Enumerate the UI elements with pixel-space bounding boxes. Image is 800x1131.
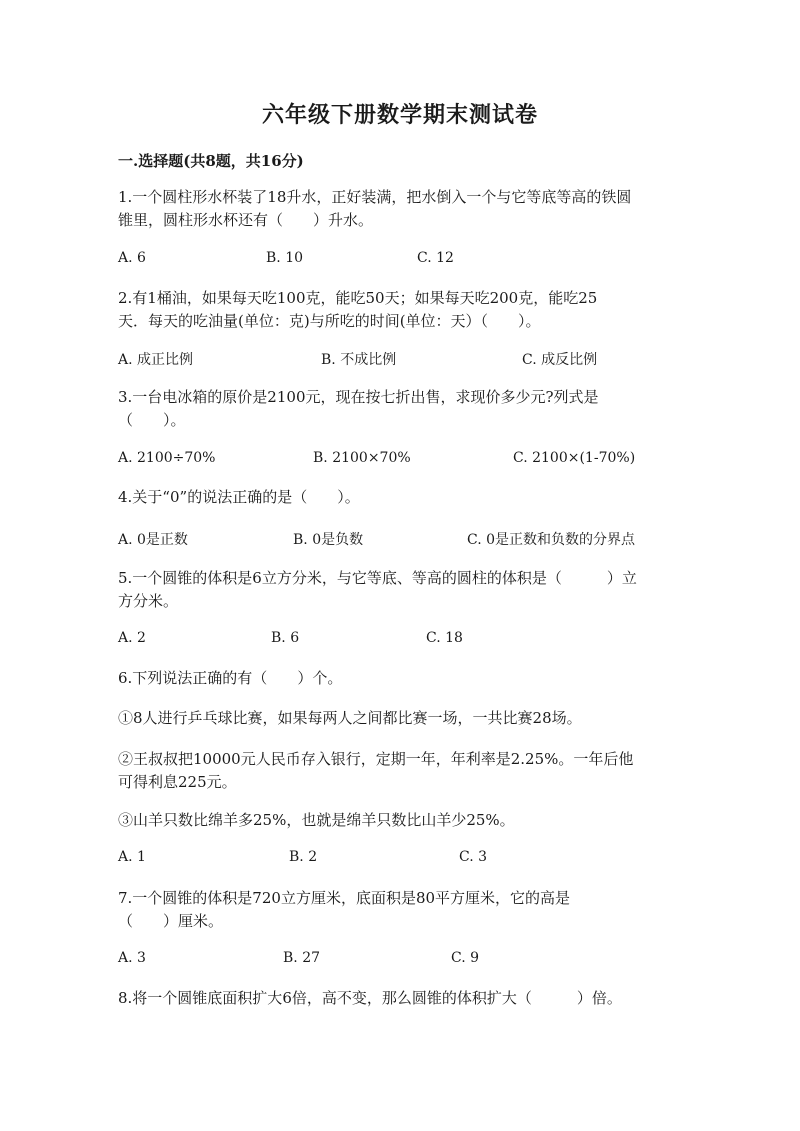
question-6-option-c: C. 3 — [459, 849, 488, 865]
question-5-option-a: A. 2 — [118, 630, 146, 646]
question-4-option-a: A. 0是正数 — [118, 532, 188, 548]
question-7-option-b: B. 27 — [283, 950, 321, 966]
question-1-line-2: 锥里，圆柱形水杯还有（ ）升水。 — [118, 211, 374, 229]
question-1-option-c: C. 12 — [417, 250, 454, 266]
question-2-line-2: 天．每天的吃油量(单位：克)与所吃的时间(单位：天）（ ）。 — [118, 312, 541, 330]
question-2-option-a: A. 成正比例 — [118, 352, 194, 368]
section-heading: 一.选择题(共8题，共16分) — [118, 152, 304, 170]
question-6-option-b: B. 2 — [289, 849, 318, 865]
question-5-line-1: 5.一个圆锥的体积是6立方分米，与它等底、等高的圆柱的体积是（ ）立 — [118, 569, 637, 587]
question-2-line-1: 2.有1桶油，如果每天吃100克，能吃50天；如果每天吃200克，能吃25 — [118, 289, 598, 307]
question-6-statement-2-line-2: 可得利息225元。 — [118, 773, 237, 791]
question-7-option-a: A. 3 — [118, 950, 146, 966]
question-6-statement-3: ③山羊只数比绵羊多25%，也就是绵羊只数比山羊少25%。 — [118, 811, 515, 829]
question-6-statement-2-line-1: ②王叔叔把10000元人民币存入银行，定期一年，年利率是2.25%。一年后他 — [118, 750, 634, 768]
question-6-line-1: 6.下列说法正确的有（ ）个。 — [118, 669, 343, 687]
question-8-line-1: 8.将一个圆锥底面积扩大6倍，高不变，那么圆锥的体积扩大（ ）倍。 — [118, 989, 622, 1007]
question-1-option-a: A. 6 — [118, 250, 146, 266]
question-6-option-a: A. 1 — [118, 849, 146, 865]
question-3-line-1: 3.一台电冰箱的原价是2100元，现在按七折出售，求现价多少元?列式是 — [118, 388, 599, 406]
question-1-option-b: B. 10 — [266, 250, 304, 266]
question-4-line-1: 4.关于“0”的说法正确的是（ ）。 — [118, 488, 360, 506]
question-2-option-c: C. 成反比例 — [522, 352, 598, 368]
question-7-line-2: （ ）厘米。 — [118, 912, 224, 930]
question-5-line-2: 方分米。 — [118, 592, 179, 610]
question-1-line-1: 1.一个圆柱形水杯装了18升水，正好装满，把水倒入一个与它等底等高的铁圆 — [118, 188, 632, 206]
question-3-line-2: （ ）。 — [118, 411, 186, 429]
question-4-option-b: B. 0是负数 — [293, 532, 364, 548]
exam-title: 六年级下册数学期末测试卷 — [261, 102, 538, 128]
question-3-option-a: A. 2100÷70% — [118, 450, 216, 466]
question-2-option-b: B. 不成比例 — [321, 352, 397, 368]
question-6-statement-1: ①8人进行乒乓球比赛，如果每两人之间都比赛一场，一共比赛28场。 — [118, 709, 582, 727]
question-3-option-c: C. 2100×(1-70%) — [513, 450, 636, 466]
question-5-option-c: C. 18 — [426, 630, 463, 646]
question-4-option-c: C. 0是正数和负数的分界点 — [467, 532, 636, 548]
question-5-option-b: B. 6 — [271, 630, 300, 646]
question-3-option-b: B. 2100×70% — [313, 450, 411, 466]
question-7-line-1: 7.一个圆锥的体积是720立方厘米，底面积是80平方厘米，它的高是 — [118, 889, 571, 907]
question-7-option-c: C. 9 — [451, 950, 480, 966]
